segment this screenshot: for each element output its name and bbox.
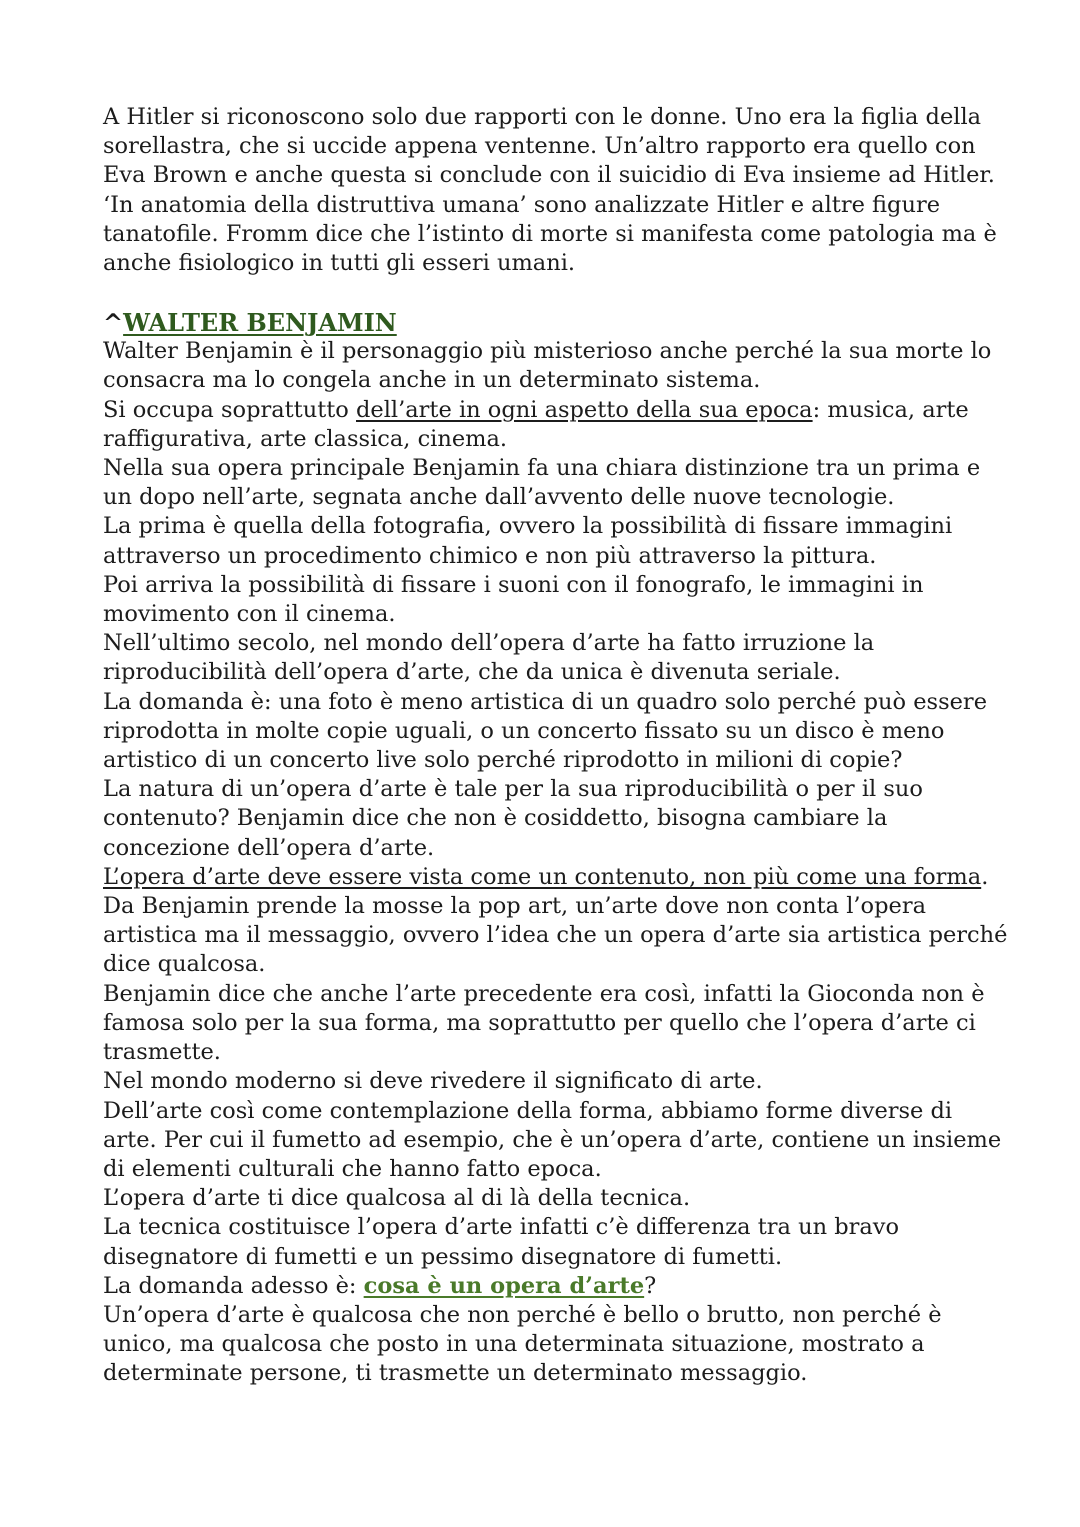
underlined-statement: L’opera d’arte deve essere vista come un contenuto, non più come una forma [103,863,982,890]
text-line: Nel mondo moderno si deve rivedere il significato di arte. [103,1068,763,1095]
text-line: Nell’ultimo secolo, nel mondo dell’opera d’arte ha fatto irruzione la [103,630,875,657]
text-line: Nella sua opera principale Benjamin fa una chiara distinzione tra un prima e [103,455,981,482]
text-line: un dopo nell’arte, segnata anche dall’avvento delle nuove tecnologie. [103,484,895,511]
text-line: artistico di un concerto live solo perché riprodotto in milioni di copie? [103,747,903,774]
text-line: Da Benjamin prende la mosse la pop art, un’arte dove non conta l’opera [103,893,926,920]
section-body [103,337,1008,1388]
text-line: Un’opera d’arte è qualcosa che non perché è bello o brutto, non perché è [103,1301,942,1328]
text-line: artistica ma il messaggio, ovvero l’idea che un opera d’arte sia artistica perché [103,922,1008,949]
text-line: La natura di un’opera d’arte è tale per la sua riproducibilità o per il suo [103,776,923,803]
paragraph-spacer [103,278,1003,308]
text-line: ‘In anatomia della distruttiva umana’ sono analizzate Hitler e altre figure [103,191,941,218]
text-line: unico, ma qualcosa che posto in una determinata situazione, mostrato a [103,1331,925,1358]
text-fragment: La domanda adesso è: [103,1272,364,1299]
text-line: A Hitler si riconoscono solo due rapporti con le donne. Uno era la figlia della [103,104,982,130]
text-line: sorellastra, che si uccide appena ventenne. Un’altro rapporto era quello con [103,133,976,160]
highlighted-question: cosa è un opera d’arte [363,1272,645,1299]
text-line: riprodotta in molte copie uguali, o un concerto fissato su un disco è meno [103,717,945,744]
text-line-with-underline [103,396,1003,425]
text-line: riproducibilità dell’opera d’arte, che da unica è divenuta seriale. [103,659,841,686]
text-line: dice qualcosa. [103,951,266,978]
section-title: WALTER BENJAMIN [123,308,397,338]
text-line: arte. Per cui il fumetto ad esempio, che è un’opera d’arte, contiene un insieme [103,1126,1002,1153]
text-line: attraverso un procedimento chimico e non più attraverso la pittura. [103,542,877,569]
text-line: famosa solo per la sua forma, ma soprattutto per quello che l’opera d’arte ci [103,1009,976,1036]
text-line: di elementi culturali che hanno fatto epoca. [103,1155,602,1182]
text-line: Walter Benjamin è il personaggio più misterioso anche perché la sua morte lo [103,338,992,365]
text-fragment: ? [644,1272,657,1299]
document-page [103,103,1008,1389]
question-line [103,1272,1003,1301]
text-line: concezione dell’opera d’arte. [103,834,435,861]
text-fragment: Si occupa soprattutto [103,396,356,423]
text-line: anche fisiologico in tutti gli esseri umani. [103,250,576,277]
text-line: tanatofile. Fromm dice che l’istinto di morte si manifesta come patologia ma è [103,220,997,247]
heading-marker: ^ [103,308,124,338]
text-line: trasmette. [103,1039,221,1066]
text-line: Eva Brown e anche questa si conclude con il suicidio di Eva insieme ad Hitler. [103,162,995,189]
text-line: Benjamin dice che anche l’arte precedente era così, infatti la Gioconda non è [103,980,985,1007]
text-line: contenuto? Benjamin dice che non è cosiddetto, bisogna cambiare la [103,805,888,832]
text-line: Poi arriva la possibilità di fissare i suoni con il fonografo, le immagini in [103,571,924,598]
text-line: determinate persone, ti trasmette un determinato messaggio. [103,1360,808,1387]
text-line: La tecnica costituisce l’opera d’arte infatti c’è differenza tra un bravo [103,1214,900,1241]
text-line: raffigurativa, arte classica, cinema. [103,425,508,452]
text-line: La prima è quella della fotografia, ovvero la possibilità di fissare immagini [103,513,953,540]
text-line: movimento con il cinema. [103,601,396,628]
underlined-statement-line [103,863,1003,892]
text-line: L’opera d’arte ti dice qualcosa al di là della tecnica. [103,1185,691,1212]
text-line: disegnatore di fumetti e un pessimo disegnatore di fumetti. [103,1243,783,1270]
text-line: Dell’arte così come contemplazione della forma, abbiamo forme diverse di [103,1097,953,1124]
intro-paragraph [103,103,1003,278]
underlined-phrase: dell’arte in ogni aspetto della sua epoca [356,396,813,423]
text-line: La domanda è: una foto è meno artistica di un quadro solo perché può essere [103,688,988,715]
text-line: consacra ma lo congela anche in un determinato sistema. [103,367,761,394]
section-heading [103,308,1003,337]
text-fragment: . [981,863,989,890]
text-fragment: : musica, arte [812,396,969,423]
